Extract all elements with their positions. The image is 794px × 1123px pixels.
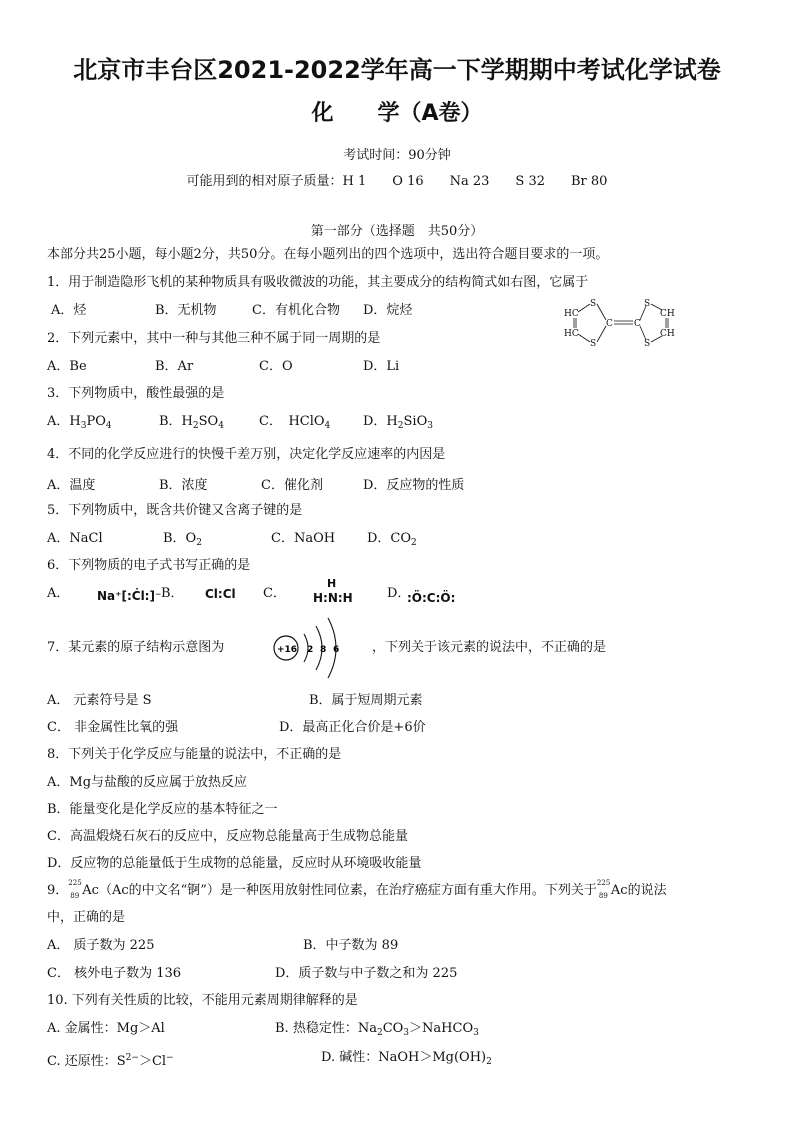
q5-option-c: C．NaOH xyxy=(271,531,336,546)
q4-stem: 4．不同的化学反应进行的快慢千差万别，决定化学反应速率的内因是 xyxy=(47,447,446,462)
q4-options xyxy=(47,477,747,497)
struct-c1: C xyxy=(606,319,613,329)
q5-options xyxy=(47,530,747,550)
q3-option-d: D．$H_2SiO_3$ xyxy=(363,414,433,431)
q1-stem: 1．用于制造隐形飞机的某种物质具有吸收微波的功能，其主要成分的结构简式如右图，它属于 xyxy=(47,275,589,290)
q8-option-b: B．能量变化是化学反应的基本特征之一 xyxy=(47,802,278,817)
q10-options-cd xyxy=(47,1049,747,1069)
struct-hc1: HC xyxy=(564,309,579,319)
q9-option-a: A． 质子数为 225 xyxy=(47,938,155,953)
q3-option-a: A．$H_3PO_4$ xyxy=(47,414,112,431)
struct-hc2: HC xyxy=(564,329,579,339)
q1-option-c: C．有机化合物 xyxy=(252,303,340,318)
q2-stem: 2．下列元素中，其中一种与其他三种不属于同一周期的是 xyxy=(47,331,381,346)
struct-s4: S xyxy=(644,339,651,349)
struct-ch2: CH xyxy=(660,329,675,339)
q10-option-d: D. 碱性：$NaOH>Mg(OH)_2$ xyxy=(321,1050,492,1067)
q8-stem: 8．下列关于化学反应与能量的说法中，不正确的是 xyxy=(47,747,342,762)
q9-stem-line1: 9． 225 89 Ac（Ac的中文名“锕”）是一种医用放射性同位素，在治疗癌症方面有重大作用。下列关于 225 89 Ac的说法 xyxy=(47,879,667,900)
q5-option-b: B．$O_2$ xyxy=(163,531,202,548)
q6-formula-c-top: H xyxy=(327,577,337,590)
q7-options-cd xyxy=(47,719,747,739)
q7-shell-1: 2 xyxy=(307,645,314,655)
q10-option-b: B. 热稳定性：$Na_2CO_3>NaHCO_3$ xyxy=(275,1021,479,1038)
q9-mass-number-2: 225 xyxy=(596,879,611,887)
q6-formula-b: Cl:Cl xyxy=(205,587,236,601)
q4-option-c: C．催化剂 xyxy=(261,478,323,493)
q10-options-ab xyxy=(47,1020,747,1040)
q4-option-b: B．浓度 xyxy=(159,478,208,493)
q9-option-b: B．中子数为 89 xyxy=(303,938,399,953)
q2-option-d: D．Li xyxy=(363,359,400,374)
q7-nucleus: +16 xyxy=(277,645,298,655)
struct-s2: S xyxy=(590,339,597,349)
q7-options-ab xyxy=(47,692,747,712)
q6-options xyxy=(47,577,747,611)
q4-option-a: A．温度 xyxy=(47,478,96,493)
q8-option-d: D．反应物的总能量低于生成物的总能量，反应时从环境吸收能量 xyxy=(47,856,422,871)
q1-option-a: A．烃 xyxy=(51,303,87,318)
q9-mass-number: 225 xyxy=(68,879,82,887)
struct-s3: S xyxy=(644,299,651,309)
atomic-masses: 可能用到的相对原子质量：H 1 O 16 Na 23 S 32 Br 80 xyxy=(186,174,608,189)
q9-atomic-number-2: 89 xyxy=(598,892,608,900)
exam-time: 考试时间：90分钟 xyxy=(343,148,451,163)
q9-stem-line2: 中，正确的是 xyxy=(47,910,126,925)
q7-option-b: B．属于短周期元素 xyxy=(309,693,423,708)
q7-option-a: A． 元素符号是 S xyxy=(47,693,152,708)
page-title: 北京市丰台区2021-2022学年高一下学期期中考试化学试卷 xyxy=(73,56,721,84)
q7-shell-2: 8 xyxy=(320,645,327,655)
q9-options-ab xyxy=(47,937,747,957)
struct-s1: S xyxy=(590,299,597,309)
q5-option-a: A．NaCl xyxy=(47,531,103,546)
q1-option-b: B．无机物 xyxy=(155,303,217,318)
struct-ch1: CH xyxy=(660,309,675,319)
q6-formula-a: Na⁺[:Ċl:]⁻ xyxy=(97,589,162,603)
q7-option-c: C． 非金属性比氧的强 xyxy=(47,720,179,735)
q6-option-a: A． xyxy=(47,586,70,601)
q8-option-a: A．Mg与盐酸的反应属于放热反应 xyxy=(47,775,248,790)
q3-option-c: C． HClO$_4$ xyxy=(259,414,331,431)
struct-c2: C xyxy=(634,319,641,329)
q3-options xyxy=(47,413,747,433)
q5-stem: 5．下列物质中，既含共价键又含离子键的是 xyxy=(47,503,303,518)
q7-atom-diagram xyxy=(272,612,346,684)
q10-stem: 10. 下列有关性质的比较，不能用元素周期律解释的是 xyxy=(47,993,358,1008)
q6-option-d: D． xyxy=(387,586,411,601)
q6-option-b: B． xyxy=(161,586,184,601)
q6-formula-c: H:N:H xyxy=(313,591,353,605)
q9-option-d: D．质子数与中子数之和为 225 xyxy=(275,966,458,981)
q7-option-d: D．最高正化合价是+6价 xyxy=(279,720,426,735)
q6-formula-d: :Ö:C:Ö: xyxy=(407,591,456,605)
section-instructions: 本部分共25小题，每小题2分，共50分。在每小题列出的四个选项中，选出符合题目要求的一项。 xyxy=(47,247,609,262)
q10-option-a: A. 金属性：Mg＞Al xyxy=(47,1021,165,1036)
q3-stem: 3．下列物质中，酸性最强的是 xyxy=(47,386,225,401)
q2-options xyxy=(47,358,747,378)
q10-option-c: C. 还原性：$S^{2-}>Cl^-$ xyxy=(47,1053,174,1069)
q2-option-b: B．Ar xyxy=(155,359,194,374)
q2-option-c: C．O xyxy=(259,359,293,374)
q1-option-d: D．烷烃 xyxy=(363,303,413,318)
q6-stem: 6．下列物质的电子式书写正确的是 xyxy=(47,558,251,573)
q3-option-b: B．$H_2SO_4$ xyxy=(159,414,224,431)
page-subtitle: 化 学（A卷） xyxy=(311,101,483,126)
q9-options-cd xyxy=(47,965,747,985)
q7-stem-pre: 7．某元素的原子结构示意图为 xyxy=(47,640,225,655)
q9-atomic-number: 89 xyxy=(70,892,80,900)
q4-option-d: D．反应物的性质 xyxy=(363,478,465,493)
section-heading: 第一部分（选择题 共50分） xyxy=(310,224,484,239)
q7-shell-3: 6 xyxy=(333,645,340,655)
q8-option-c: C．高温煅烧石灰石的反应中，反应物总能量高于生成物总能量 xyxy=(47,829,408,844)
q9-option-c: C． 核外电子数为 136 xyxy=(47,966,182,981)
q7-stem-post: ，下列关于该元素的说法中，不正确的是 xyxy=(372,640,607,655)
q5-option-d: D．$CO_2$ xyxy=(367,531,417,548)
q6-option-c: C． xyxy=(263,586,286,601)
q1-structure-diagram xyxy=(562,294,692,350)
q2-option-a: A．Be xyxy=(47,359,87,374)
